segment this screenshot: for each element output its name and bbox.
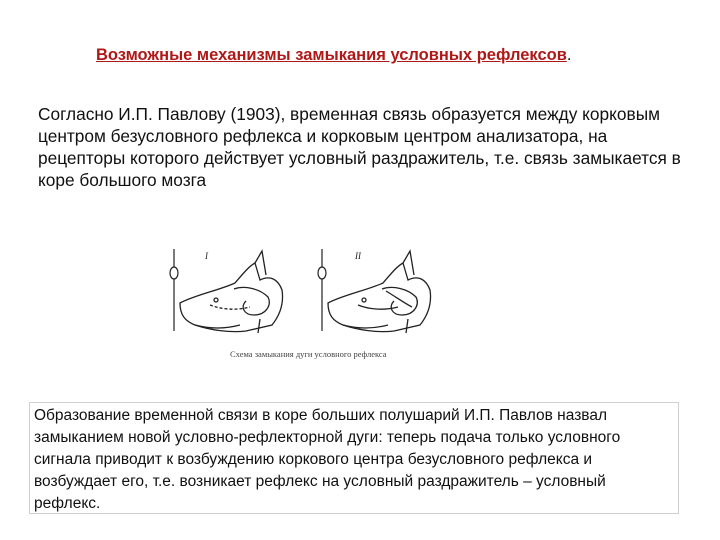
intro-paragraph: Согласно И.П. Павлову (1903), временная связь образуется между корковым центром безусловного рефлекса и корковым центром анализатора, на рецепторы которого действует условный раздражитель, т.е. связь замыкается в коре большого мозга bbox=[38, 104, 681, 190]
figure-label-left: I bbox=[205, 251, 208, 261]
dog-head-left bbox=[180, 251, 283, 333]
conclusion-paragraph: Образование временной связи в коре больших полушарий И.П. Павлов назвал замыканием новой условно-рефлекторной дуги: теперь подача только условного сигнала приводит к возбуждению коркового центра безусловного рефлекса и возбуждает его, т.е. возникает рефлекс на условный раздражитель – условный рефлекс. bbox=[29, 402, 679, 514]
slide-title bbox=[96, 46, 571, 65]
bell-icon-left bbox=[170, 249, 178, 331]
bell-icon-right bbox=[318, 249, 326, 331]
slide-title-period: . bbox=[566, 46, 572, 64]
reflex-arc-figure bbox=[150, 245, 440, 365]
figure-caption: Схема замыкания дуги условного рефлекса bbox=[230, 349, 387, 359]
figure-label-right: II bbox=[355, 251, 361, 261]
dog-heads-illustration bbox=[150, 245, 440, 355]
dog-head-right bbox=[328, 251, 431, 333]
slide-title-text: Возможные механизмы замыкания условных рефлексов bbox=[96, 46, 567, 64]
